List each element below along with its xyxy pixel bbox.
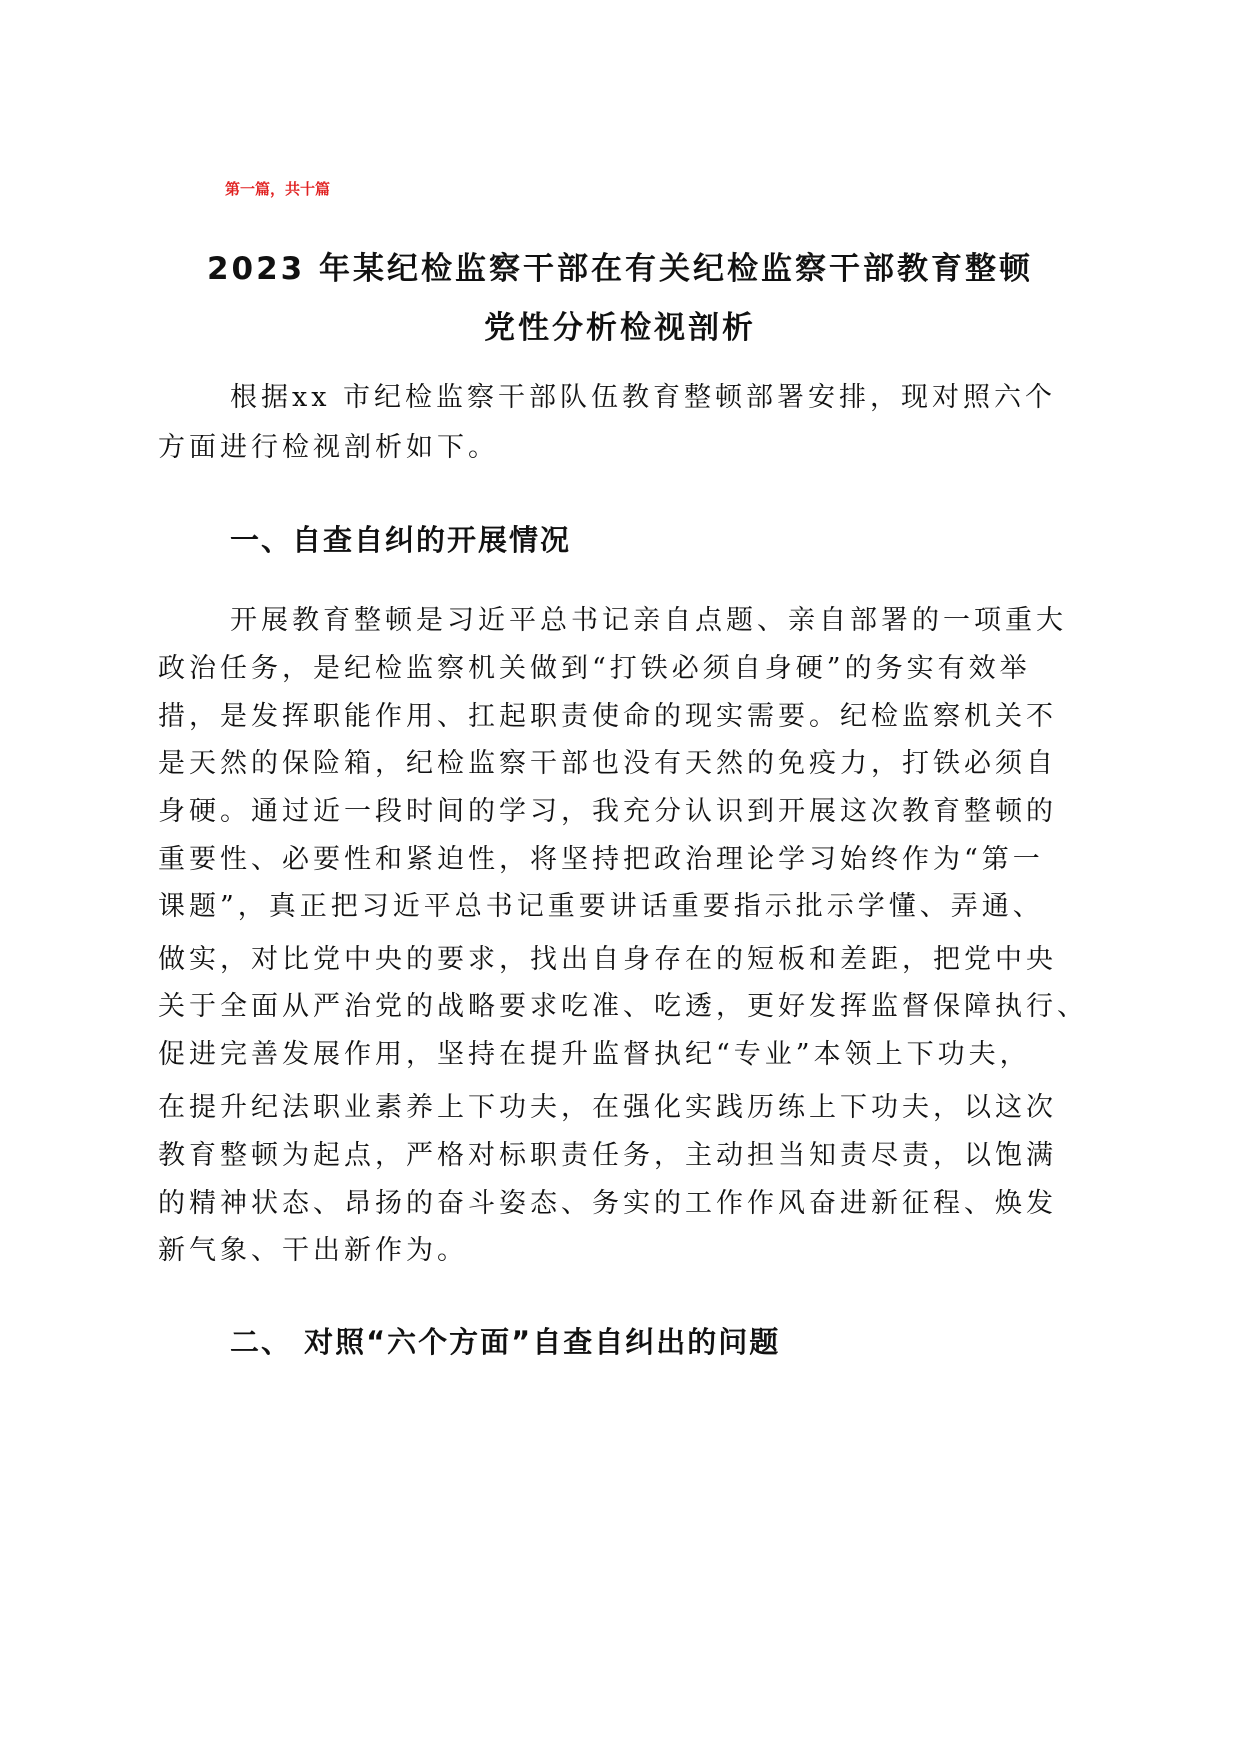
paragraph-line: 身硬。通过近一段时间的学习，我充分认识到开展这次教育整顿的: [158, 796, 1057, 827]
document-title-line-1: 2023 年某纪检监察干部在有关纪检监察干部教育整顿: [206, 251, 1034, 287]
paragraph-line: 在提升纪法职业素养上下功夫，在强化实践历练上下功夫，以这次: [158, 1092, 1057, 1123]
intro-line: 方面进行检视剖析如下。: [158, 432, 499, 463]
paragraph-line: 开展教育整顿是习近平总书记亲自点题、亲自部署的一项重大: [230, 605, 1067, 636]
paragraph-line: 政治任务，是纪检监察机关做到“打铁必须自身硬”的务实有效举: [158, 653, 1031, 684]
paragraph-line: 措，是发挥职能作用、扛起职责使命的现实需要。纪检监察机关不: [158, 701, 1057, 732]
paragraph-line: 的精神状态、昂扬的奋斗姿态、务实的工作作风奋进新征程、焕发: [158, 1188, 1057, 1219]
paragraph-line: 课题”，真正把习近平总书记重要讲话重要指示批示学懂、弄通、: [158, 891, 1044, 922]
paragraph-line: 促进完善发展作用，坚持在提升监督执纪“专业”本领上下功夫，: [158, 1039, 1031, 1070]
section-heading-2: 二、 对照“六个方面”自查自纠出的问题: [230, 1325, 781, 1359]
document-title-line-2: 党性分析检视剖析: [484, 310, 756, 346]
paragraph-line: 是天然的保险箱，纪检监察干部也没有天然的免疫力，打铁必须自: [158, 748, 1057, 779]
paragraph-line: 做实，对比党中央的要求，找出自身存在的短板和差距，把党中央: [158, 944, 1057, 975]
header-note: 第一篇，共十篇: [225, 180, 331, 198]
intro-line: 根据xx 市纪检监察干部队伍教育整顿部署安排，现对照六个: [230, 382, 1057, 413]
paragraph-line: 重要性、必要性和紧迫性，将坚持把政治理论学习始终作为“第一: [158, 844, 1044, 875]
paragraph-line: 新气象、干出新作为。: [158, 1235, 468, 1266]
paragraph-line: 关于全面从严治党的战略要求吃准、吃透，更好发挥监督保障执行、: [158, 991, 1088, 1022]
section-heading-1: 一、自查自纠的开展情况: [230, 523, 572, 557]
paragraph-line: 教育整顿为起点，严格对标职责任务，主动担当知责尽责，以饱满: [158, 1140, 1057, 1171]
